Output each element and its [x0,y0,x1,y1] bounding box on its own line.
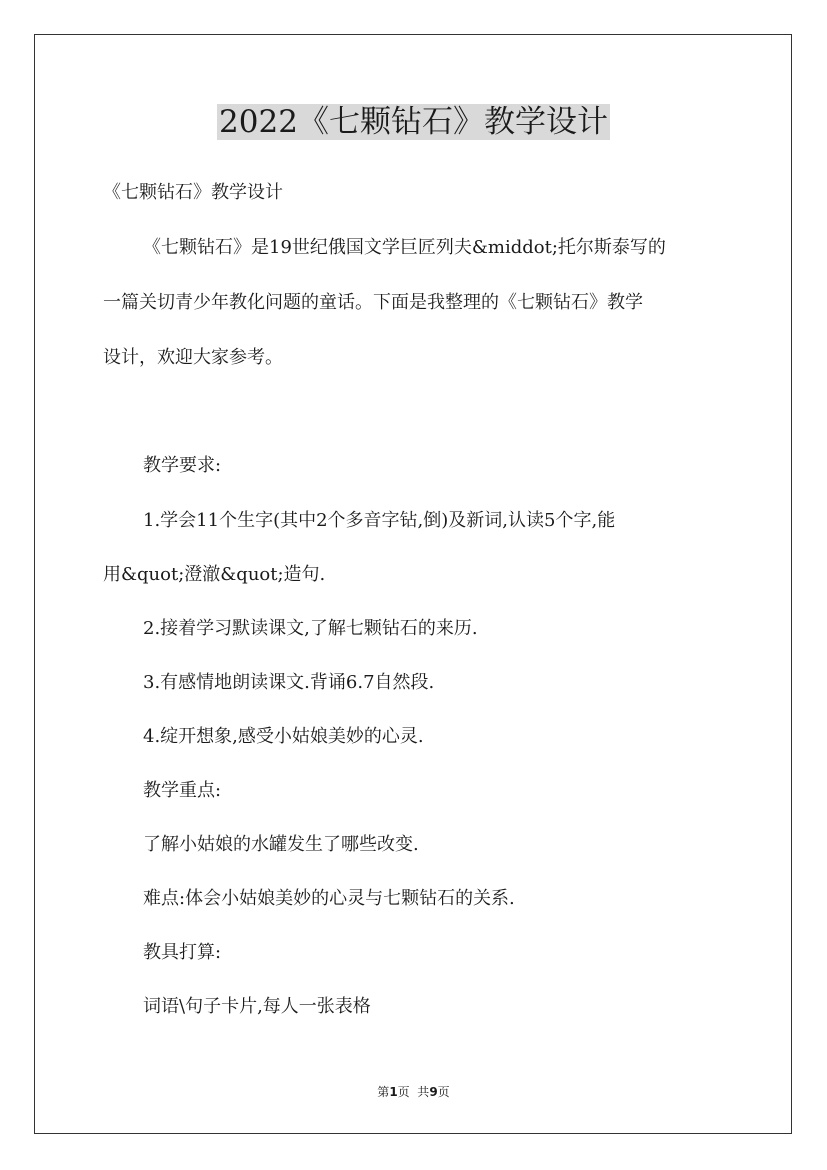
requirement-2: 2.接着学习默读课文,了解七颗钻石的来历. [143,618,478,639]
footer-prefix: 第 [377,1085,390,1099]
requirement-3: 3.有感情地朗读课文.背诵6.7自然段. [143,672,435,693]
subtitle: 《七颗钻石》教学设计 [103,182,283,203]
intro-line-3: 设计，欢迎大家参考。 [103,347,283,368]
footer-mid: 页 共 [397,1085,430,1099]
footer-page-total: 9 [429,1085,438,1099]
requirement-1-line-1: 1.学会11个生字(其中2个多音字钻,倒)及新词,认读5个字,能 [143,510,616,531]
key-points-heading: 教学重点: [143,780,222,801]
intro-line-1: 《七颗钻石》是19世纪俄国文学巨匠列夫&middot;托尔斯泰写的 [143,237,666,258]
footer-suffix: 页 [437,1085,450,1099]
tools-text: 词语\句子卡片,每人一张表格 [143,996,371,1017]
footer-page-number: 1 [389,1085,398,1099]
difficulty-text: 难点:体会小姑娘美妙的心灵与七颗钻石的关系. [143,888,515,909]
requirement-4: 4.绽开想象,感受小姑娘美妙的心灵. [143,726,424,747]
page-footer [0,1084,827,1100]
title-text: 2022《七颗钻石》教学设计 [219,104,608,140]
requirement-1-line-2: 用&quot;澄澈&quot;造句. [103,564,326,585]
requirements-heading: 教学要求: [143,455,222,476]
document-title [0,102,827,142]
tools-heading: 教具打算: [143,942,222,963]
key-points-text: 了解小姑娘的水罐发生了哪些改变. [143,834,419,855]
intro-line-2: 一篇关切青少年教化问题的童话。下面是我整理的《七颗钻石》教学 [103,292,643,313]
